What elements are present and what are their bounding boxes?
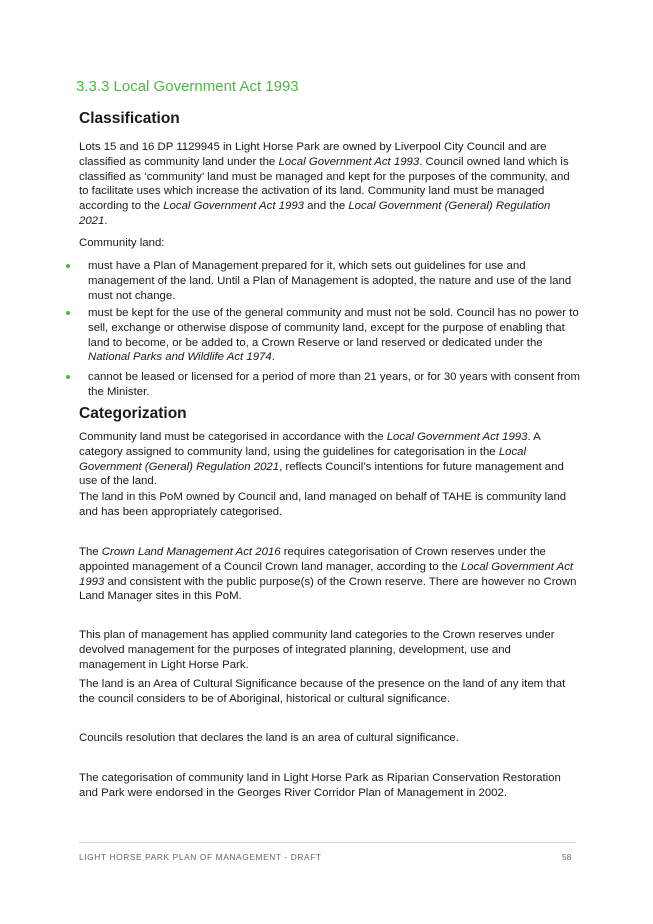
bullet-icon xyxy=(66,311,70,315)
bullet-text xyxy=(88,306,581,365)
text-run: . Council owned land which is classified as ‘community’ land must be managed and kept for the purposes of the community, and to facilitate uses which increase the activation of its land. Community land must be managed according to the xyxy=(79,155,570,213)
italic-run: Local Government Act 1993 xyxy=(79,560,574,588)
italic-run: Local Government (General) Regulation 2021 xyxy=(79,445,527,473)
categorization-paragraph-6: Councils resolution that declares the land is an area of cultural significance. xyxy=(79,732,459,744)
text-run: and the xyxy=(304,200,349,213)
categorization-paragraph-5: The land is an Area of Cultural Significance because of the presence on the land of any item that the council considers to be of Aboriginal, historical or cultural significance. xyxy=(79,678,566,705)
italic-run: Local Government Act 1993 xyxy=(386,431,528,443)
footer-divider xyxy=(79,842,576,843)
text-run: and consistent with the public purpose(s) of the Crown reserve. There are however no Crown Land Manager sites in this PoM. xyxy=(79,575,577,603)
italic-run: Local Government (General) Regulation 2021 xyxy=(79,200,551,227)
bullet-icon xyxy=(66,375,70,379)
text-run: . A category assigned to community land, using the guidelines for categorisation in the xyxy=(79,431,541,458)
categorization-paragraph-4: This plan of management has applied community land categories to the Crown reserves under devolved management for the purposes of integrated planning, development, use and management in Light Horse Park. xyxy=(79,629,555,671)
italic-run: Local Government Act 1993 xyxy=(278,155,420,168)
section-heading: 3.3.3 Local Government Act 1993 xyxy=(76,78,299,95)
bullet-text: cannot be leased or licensed for a period of more than 21 years, or for 30 years with consent from the Minister. xyxy=(88,371,580,398)
bullet-item-plan-of-management xyxy=(66,259,581,303)
bullet-text: must have a Plan of Management prepared for it, which sets out guidelines for use and management of the land. Until a Plan of Management is adopted, the nature and use of the land must not change. xyxy=(88,260,572,302)
text-run: The xyxy=(79,546,102,558)
text-run: requires categorisation of Crown reserves under the appointed management of a Council Crown land manager, according to the xyxy=(79,546,546,573)
categorization-paragraph-3 xyxy=(79,545,579,604)
categorization-paragraph-7: The categorisation of community land in Light Horse Park as Riparian Conservation Restoration and Park were endorsed in the Georges River Corridor Plan of Management in 2002. xyxy=(79,772,561,799)
text-run: must be kept for the use of the general community and must not be sold. Council has no power to sell, exchange or otherwise dispose of community land, except for the purpose of enabling that land to become, or be added to, a Crown Reserve or land reserved or dedicated under the xyxy=(88,307,579,349)
text-run: . xyxy=(104,214,108,227)
text-run: Community land must be categorised in accordance with the xyxy=(79,431,387,443)
footer-page-number: 58 xyxy=(562,852,572,862)
footer-document-title: LIGHT HORSE PARK PLAN OF MANAGEMENT - DRAFT xyxy=(79,852,322,862)
italic-run: Crown Land Management Act 2016 xyxy=(101,546,281,558)
classification-paragraph-1 xyxy=(79,140,579,229)
text-run: Lots 15 and 16 DP 1129945 in Light Horse Park are owned by Liverpool City Council and are classified as community land under the xyxy=(79,141,547,168)
italic-run: Local Government Act 1993 xyxy=(163,200,304,213)
categorization-paragraph-2: The land in this PoM owned by Council and, land managed on behalf of TAHE is community land and has been appropriately categorised. xyxy=(79,491,567,518)
bullet-icon xyxy=(66,264,70,268)
classification-heading: Classification xyxy=(79,110,180,127)
text-run: . xyxy=(271,351,275,364)
bullet-item-lease-limits xyxy=(66,370,581,400)
italic-run: National Parks and Wildlife Act 1974 xyxy=(88,351,272,364)
categorization-heading: Categorization xyxy=(79,405,187,422)
text-run: , reflects Council’s intentions for future management and use of the land. xyxy=(79,460,564,488)
bullet-item-community-use xyxy=(66,306,581,365)
community-land-intro: Community land: xyxy=(79,237,165,249)
categorization-paragraph-1 xyxy=(79,430,579,489)
